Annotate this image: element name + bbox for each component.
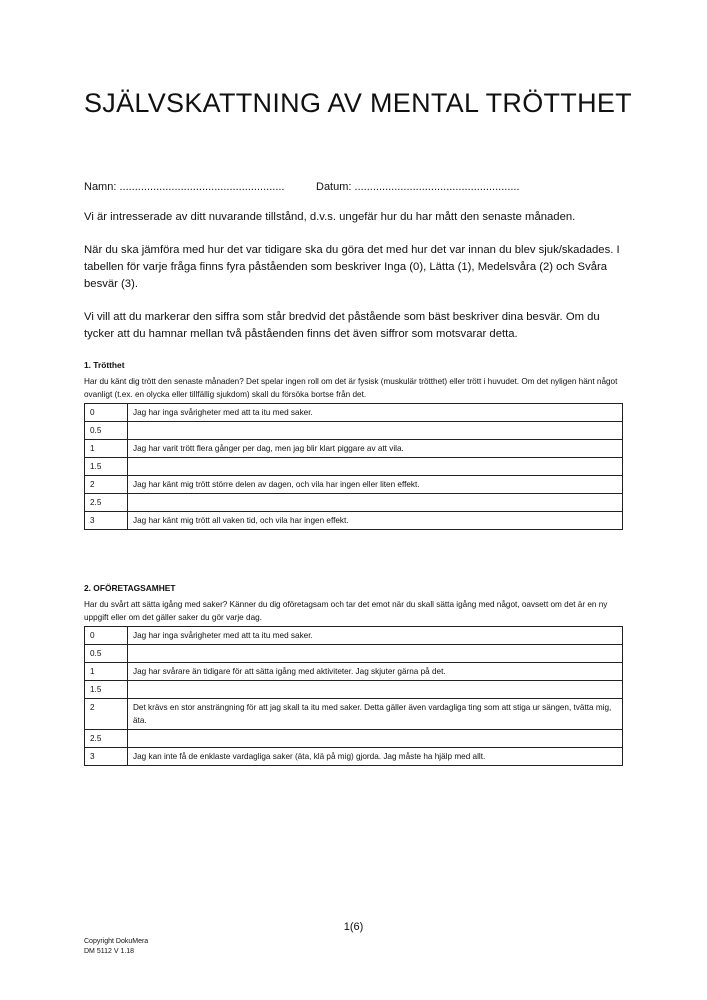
name-field[interactable]: Namn: ......................................................: [84, 181, 285, 193]
score-cell[interactable]: 0: [85, 404, 128, 422]
statement-cell: Jag har inga svårigheter med att ta itu med saker.: [128, 404, 623, 422]
statement-cell: [128, 422, 623, 440]
table-row[interactable]: [85, 681, 623, 699]
statement-cell: [128, 458, 623, 476]
footer: [84, 937, 148, 956]
section-initiative: [84, 583, 624, 766]
score-cell[interactable]: 1: [85, 663, 128, 681]
table-row[interactable]: [85, 440, 623, 458]
score-cell[interactable]: 2: [85, 699, 128, 730]
statement-cell: Jag kan inte få de enklaste vardagliga saker (äta, klä på mig) gjorda. Jag måste ha hjälp med allt.: [128, 748, 623, 766]
table-row[interactable]: [85, 458, 623, 476]
document-title: SJÄLVSKATTNING AV MENTAL TRÖTTHET: [84, 88, 632, 118]
copyright-text: Copyright DokuMera: [84, 938, 149, 945]
table-row[interactable]: [85, 645, 623, 663]
table-row[interactable]: [85, 476, 623, 494]
score-cell[interactable]: 2.5: [85, 730, 128, 748]
form-fields: [84, 181, 520, 193]
statement-cell: Jag har varit trött flera gånger per dag, men jag blir klart piggare av att vila.: [128, 440, 623, 458]
score-cell[interactable]: 2: [85, 476, 128, 494]
section-fatigue: [84, 360, 624, 530]
intro-paragraph: Vi är intresserade av ditt nuvarande tillstånd, d.v.s. ungefär hur du har mått den senaste månaden.: [84, 211, 576, 223]
table-row[interactable]: [85, 627, 623, 645]
date-field[interactable]: Datum: ......................................................: [316, 181, 520, 193]
score-cell[interactable]: 2.5: [85, 494, 128, 512]
statement-cell: Det krävs en stor ansträngning för att jag skall ta itu med saker. Detta gäller även vardagliga ting som att stiga ur sängen, tvätta mig, äta.: [128, 699, 623, 730]
score-cell[interactable]: 1: [85, 440, 128, 458]
page-number: 1(6): [343, 921, 364, 933]
score-cell[interactable]: 0: [85, 627, 128, 645]
rating-table: [84, 626, 623, 766]
table-row[interactable]: [85, 404, 623, 422]
table-row[interactable]: [85, 512, 623, 530]
statement-cell: Jag har svårare än tidigare för att sätta igång med aktiviteter. Jag skjuter gärna på det.: [128, 663, 623, 681]
score-cell[interactable]: 0.5: [85, 645, 128, 663]
table-row[interactable]: [85, 730, 623, 748]
section-question: Har du känt dig trött den senaste månaden? Det spelar ingen roll om det är fysisk (muskulär trötthet) eller trött i huvudet. Om det nyligen hänt något ovanligt (t.ex. en olycka eller tillfällig sjukdom) skall du försöka bortse från det.: [84, 377, 618, 399]
statement-cell: [128, 730, 623, 748]
score-cell[interactable]: 0.5: [85, 422, 128, 440]
score-cell[interactable]: 3: [85, 748, 128, 766]
table-row[interactable]: [85, 494, 623, 512]
statement-cell: Jag har känt mig trött större delen av dagen, och vila har ingen eller liten effekt.: [128, 476, 623, 494]
statement-cell: Jag har inga svårigheter med att ta itu med saker.: [128, 627, 623, 645]
statement-cell: [128, 645, 623, 663]
rating-table: [84, 403, 623, 530]
comparison-paragraph: När du ska jämföra med hur det var tidigare ska du göra det med hur det var innan du blev sjuk/skadades. I tabellen för varje fråga finns fyra påståenden som beskriver Inga (0), Lätta (1), Medelsvåra (2) och Svåra besvär (3).: [84, 244, 620, 290]
section-title: 1. Trötthet: [84, 360, 125, 370]
document-id: DM 5112 V 1.18: [84, 947, 135, 955]
section-title: 2. OFÖRETAGSAMHET: [84, 583, 176, 593]
table-row[interactable]: [85, 699, 623, 730]
statement-cell: [128, 681, 623, 699]
score-cell[interactable]: 1.5: [85, 458, 128, 476]
section-question: Har du svårt att sätta igång med saker? Känner du dig oföretagsam och tar det emot när du skall sätta igång med något, oavsett om det är en ny uppgift eller om det gäller saker du gör varje dag.: [84, 600, 608, 622]
statement-cell: [128, 494, 623, 512]
score-cell[interactable]: 1.5: [85, 681, 128, 699]
table-row[interactable]: [85, 422, 623, 440]
table-row[interactable]: [85, 663, 623, 681]
statement-cell: Jag har känt mig trött all vaken tid, och vila har ingen effekt.: [128, 512, 623, 530]
table-row[interactable]: [85, 748, 623, 766]
instruction-paragraph: Vi vill att du markerar den siffra som står bredvid det påstående som bäst beskriver dina besvär. Om du tycker att du hamnar mellan två påståenden finns det även siffror som motsvarar detta.: [84, 311, 600, 340]
score-cell[interactable]: 3: [85, 512, 128, 530]
